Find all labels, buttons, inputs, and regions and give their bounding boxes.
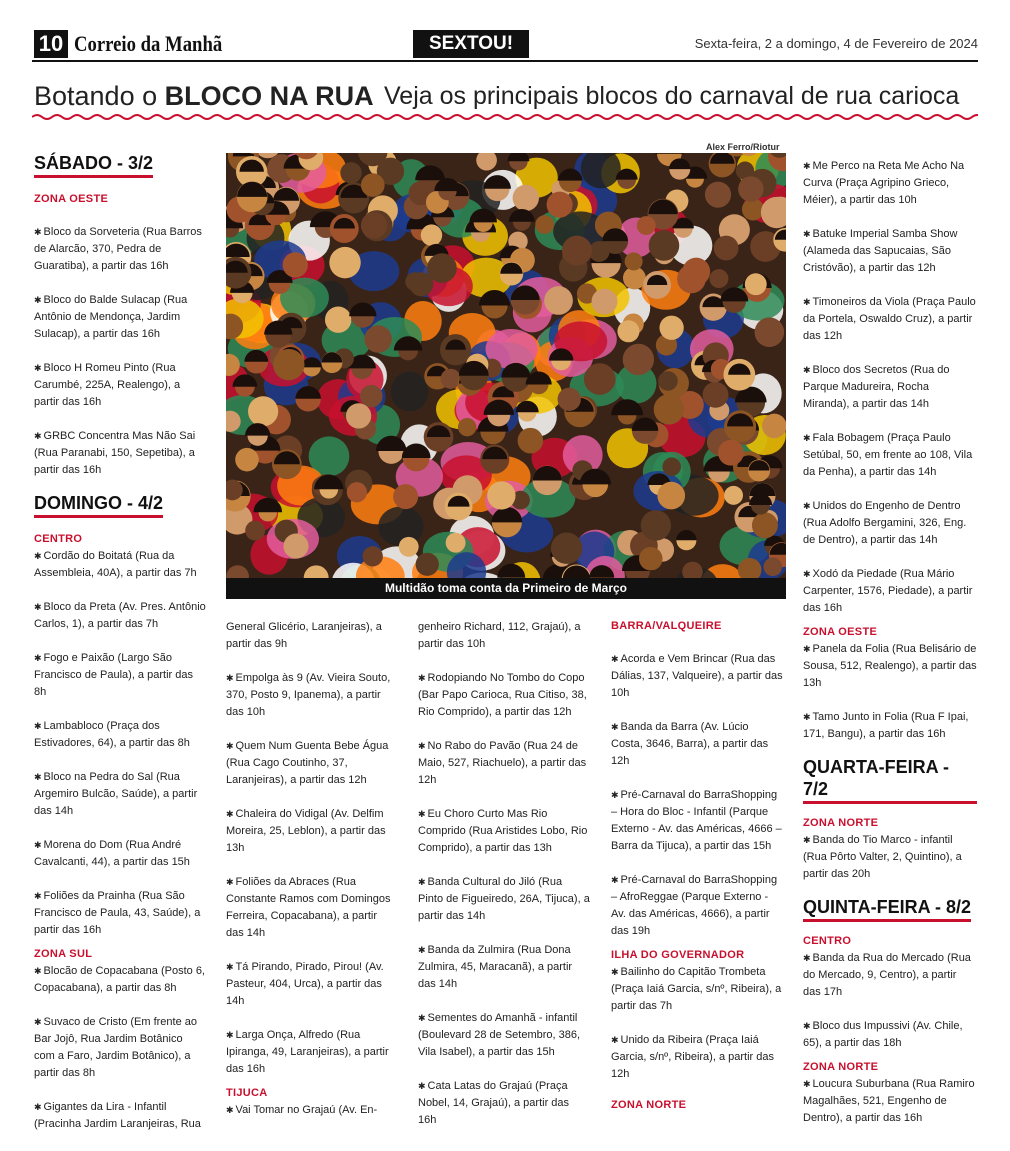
title-lead: Botando o [34,81,158,111]
page-number: 10 [34,30,68,58]
list-item: ✱ Loucura Suburbana (Rua Ramiro Magalhães, 521, Engenho de Dentro), a partir das 16h [803,1076,977,1127]
list-item: ✱ Bloco da Preta (Av. Pres. Antônio Carlos, 1), a partir das 7h [34,599,206,633]
list-item: ✱ Gigantes da Lira - Infantil (Pracinha Jardim Laranjeiras, Rua [34,1099,206,1133]
list-item: ✱ Empolga às 9 (Av. Vieira Souto, 370, Posto 9, Ipanema), a partir das 10h [226,670,396,721]
list-item: ✱ Unido da Ribeira (Praça Iaiá Garcia, s/nº, Ribeira), a partir das 12h [611,1032,783,1083]
list-item: ✱ Chaleira do Vidigal (Av. Delfim Moreira, 25, Leblon), a partir das 13h [226,806,396,857]
zone-heading: ZONA OESTE [34,193,109,205]
issue-date: Sexta-feira, 2 a domingo, 4 de Fevereiro de 2024 [694,36,978,51]
list-item: ✱ Pré-Carnaval do BarraShopping – Hora do Bloc - Infantil (Parque Externo - Av. das Américas, 4666 – Barra da Tijuca), a partir das 15h [611,787,783,855]
list-item: ✱ Bloco dos Secretos (Rua do Parque Madureira, Rocha Miranda), a partir das 14h [803,362,977,413]
zone-heading: CENTRO [34,533,83,545]
list-item: ✱ Bloco dus Impussivi (Av. Chile, 65), a partir das 18h [803,1018,977,1052]
zone-heading: CENTRO [803,935,852,947]
list-item: ✱ Tamo Junto in Folia (Rua F Ipai, 171, Bangu), a partir das 16h [803,709,977,743]
list-item: ✱ Fogo e Paixão (Largo São Francisco de Paula), a partir das 8h [34,650,206,701]
newspaper-logo: Correio da Manhã [74,31,223,56]
list-item: ✱ Morena do Dom (Rua André Cavalcanti, 44), a partir das 15h [34,837,206,871]
wave-divider [32,112,978,122]
day-heading-domingo: DOMINGO - 4/2 [34,492,163,518]
column-3 [418,619,590,1146]
list-item: ✱ Lambabloco (Praça dos Estivadores, 64), a partir das 8h [34,718,206,752]
list-item: ✱ Unidos do Engenho de Dentro (Rua Adolfo Bergamini, 326, Eng. de Dentro), a partir das 14h [803,498,977,549]
column-2 [226,619,396,1136]
list-item: ✱ Foliões da Abraces (Rua Constante Ramos com Domingos Ferreira, Copacabana), a partir das 14h [226,874,396,942]
column-1 [34,152,206,1150]
photo-caption: Multidão toma conta da Primeiro de Março [226,578,786,599]
column-5 [803,158,977,1144]
list-item: ✱ Batuke Imperial Samba Show (Alameda das Sapucaias, São Cristóvão), a partir das 12h [803,226,977,277]
day-heading-quinta: QUINTA-FEIRA - 8/2 [803,896,971,922]
list-item: ✱ Bloco na Pedra do Sal (Rua Argemiro Bulcão, Saúde), a partir das 14h [34,769,206,820]
list-item: ✱ Banda da Barra (Av. Lúcio Costa, 3646, Barra), a partir das 12h [611,719,783,770]
title-bold: BLOCO NA RUA [164,81,374,111]
list-item: ✱ Acorda e Vem Brincar (Rua das Dálias, 137, Valqueire), a partir das 10h [611,651,783,702]
column-4 [611,619,783,1112]
list-item: ✱ Banda da Rua do Mercado (Rua do Mercado, 9, Centro), a partir das 17h [803,950,977,1001]
zone-heading: ZONA OESTE [803,626,878,638]
list-item: ✱ Cordão do Boitatá (Rua da Assembleia, 40A), a partir das 7h [34,548,206,582]
list-item: ✱ No Rabo do Pavão (Rua 24 de Maio, 527, Riachuelo), a partir das 12h [418,738,590,789]
zone-heading: ZONA SUL [34,948,93,960]
crowd-photo [226,153,786,578]
zone-heading: ZONA NORTE [611,1099,687,1111]
day-heading-quarta: QUARTA-FEIRA - 7/2 [803,756,977,804]
section-label: SEXTOU! [413,30,529,58]
list-item: ✱ Quem Num Guenta Bebe Água (Rua Cago Coutinho, 37, Laranjeiras), a partir das 12h [226,738,396,789]
article-title [34,78,374,114]
article-subtitle: Veja os principais blocos do carnaval de rua carioca [384,82,960,110]
list-item: ✱ Larga Onça, Alfredo (Rua Ipiranga, 49, Laranjeiras), a partir das 16h [226,1027,396,1078]
day-heading-sabado: SÁBADO - 3/2 [34,152,153,178]
list-item: ✱ Timoneiros da Viola (Praça Paulo da Portela, Oswaldo Cruz), a partir das 12h [803,294,977,345]
list-item: ✱ Bloco H Romeu Pinto (Rua Carumbé, 225A, Realengo), a partir das 16h [34,360,206,411]
header-rule [32,60,978,62]
list-item: ✱ Me Perco na Reta Me Acho Na Curva (Praça Agripino Grieco, Méier), a partir das 10h [803,158,977,209]
list-item: ✱ GRBC Concentra Mas Não Sai (Rua Paranabi, 150, Sepetiba), a partir das 16h [34,428,206,479]
list-item: ✱ Eu Choro Curto Mas Rio Comprido (Rua Aristides Lobo, Rio Comprido), a partir das 13h [418,806,590,857]
list-item: ✱ Blocão de Copacabana (Posto 6, Copacabana), a partir das 8h [34,963,206,997]
zone-heading: ZONA NORTE [803,817,879,829]
list-item: ✱ Banda Cultural do Jiló (Rua Pinto de Figueiredo, 26A, Tijuca), a partir das 14h [418,874,590,925]
crowd-photo-image [226,153,786,578]
zone-heading: TIJUCA [226,1087,268,1099]
list-item: ✱ Rodopiando No Tombo do Copo (Bar Papo Carioca, Rua Citiso, 38, Rio Comprido), a partir das 12h [418,670,590,721]
list-item: ✱ Bailinho do Capitão Trombeta (Praça Iaiá Garcia, s/nº, Ribeira), a partir das 7h [611,964,783,1015]
zone-heading: ILHA DO GOVERNADOR [611,949,745,961]
list-item: ✱ Fala Bobagem (Praça Paulo Setúbal, 50, em frente ao 108, Vila da Penha), a partir das 14h [803,430,977,481]
list-item-continued: genheiro Richard, 112, Grajaú), a partir das 10h [418,621,581,650]
list-item: ✱ Sementes do Amanhã - infantil (Boulevard 28 de Setembro, 386, Vila Isabel), a partir das 15h [418,1010,590,1061]
list-item: ✱ Suvaco de Cristo (Em frente ao Bar Jojô, Rua Jardim Botânico com a Faro, Jardim Botânico), a partir das 8h [34,1014,206,1082]
list-item: ✱ Foliões da Prainha (Rua São Francisco de Paula, 43, Saúde), a partir das 16h [34,888,206,939]
list-item-continued: General Glicério, Laranjeiras), a partir das 9h [226,621,382,650]
list-item: ✱ Banda da Zulmira (Rua Dona Zulmira, 45, Maracanã), a partir das 14h [418,942,590,993]
list-item: ✱ Tá Pirando, Pirado, Pirou! (Av. Pasteur, 404, Urca), a partir das 14h [226,959,396,1010]
list-item: ✱ Bloco do Balde Sulacap (Rua Antônio de Mendonça, Jardim Sulacap), a partir das 16h [34,292,206,343]
list-item: ✱ Vai Tomar no Grajaú (Av. En- [226,1102,396,1119]
zone-heading: BARRA/VALQUEIRE [611,620,722,632]
list-item: ✱ Xodó da Piedade (Rua Mário Carpenter, 1576, Piedade), a partir das 16h [803,566,977,617]
list-item: ✱ Pré-Carnaval do BarraShopping – AfroReggae (Parque Externo - Av. das Américas, 4666), a partir das 19h [611,872,783,940]
list-item: ✱ Banda do Tio Marco - infantil (Rua Pôrto Valter, 2, Quintino), a partir das 20h [803,832,977,883]
list-item: ✱ Cata Latas do Grajaú (Praça Nobel, 14, Grajaú), a partir das 16h [418,1078,590,1129]
photo-credit: Alex Ferro/Riotur [706,142,780,152]
zone-heading: ZONA NORTE [803,1061,879,1073]
list-item: ✱ Panela da Folia (Rua Belisário de Sousa, 512, Realengo), a partir das 13h [803,641,977,692]
list-item: ✱ Bloco da Sorveteria (Rua Barros de Alarcão, 370, Pedra de Guaratiba), a partir das 16h [34,224,206,275]
